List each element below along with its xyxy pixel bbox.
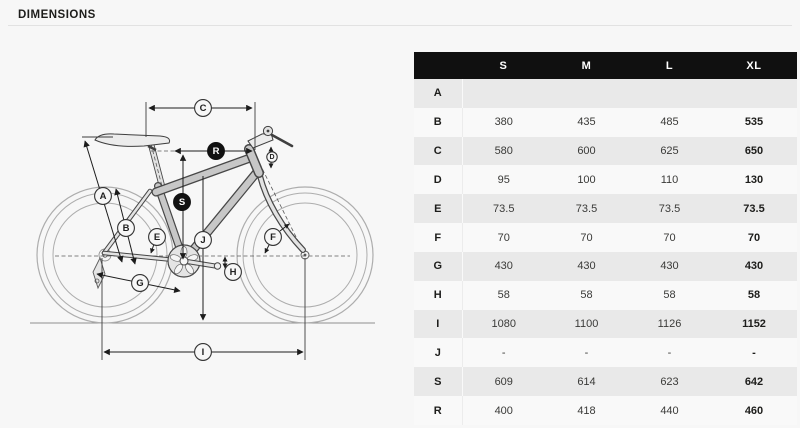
cell-s-l: 623 — [660, 375, 679, 388]
row-label-r: R — [414, 396, 462, 425]
cell-g-m: 430 — [577, 260, 596, 273]
cell-h-s: 58 — [497, 289, 510, 302]
table-header-row — [414, 52, 797, 79]
cell-d-s: 95 — [497, 173, 510, 186]
cell-c-s: 580 — [494, 145, 513, 158]
cell-a-s — [462, 79, 545, 108]
table-row-d — [414, 165, 797, 194]
cell-b-xl: 535 — [744, 116, 764, 129]
callout-label-I: I — [201, 347, 205, 358]
cell-e-s: 73.5 — [493, 202, 515, 215]
row-label-a: A — [414, 79, 462, 108]
row-label-s: S — [414, 367, 462, 396]
row-label-e: E — [414, 194, 462, 223]
cell-d-l: 110 — [660, 173, 679, 186]
cell-s-xl: 642 — [744, 375, 764, 388]
cell-e-m: 73.5 — [575, 202, 598, 215]
cell-a-xl — [711, 79, 797, 108]
cell-j-m: - — [584, 346, 589, 359]
table-row-g — [414, 252, 797, 281]
table-row-a — [414, 79, 797, 108]
table-row-i — [414, 310, 797, 339]
table-row-h — [414, 281, 797, 310]
row-label-c: C — [414, 137, 462, 166]
cell-e-l: 73.5 — [658, 202, 681, 215]
callout-label-H: H — [229, 267, 237, 278]
col-header-m: M — [545, 52, 628, 79]
cell-g-s: 430 — [494, 260, 513, 273]
cell-a-m — [545, 79, 628, 108]
table-row-j — [414, 338, 797, 367]
cell-j-xl: - — [752, 346, 756, 359]
cell-j-l: - — [667, 346, 672, 359]
callout-label-D: D — [269, 154, 275, 161]
rear-derailleur — [93, 258, 105, 288]
head-tube — [249, 149, 259, 173]
callout-label-F: F — [270, 232, 276, 243]
saddle — [95, 134, 170, 150]
measure-F-down — [265, 245, 269, 253]
cell-f-l: 70 — [663, 231, 676, 244]
cell-d-m: 100 — [577, 173, 596, 186]
corner-cell — [414, 52, 462, 79]
callout-label-S: S — [178, 197, 186, 208]
cell-i-xl: 1152 — [742, 318, 766, 331]
cell-r-m: 418 — [577, 404, 596, 417]
callout-label-E: E — [153, 232, 161, 243]
col-header-s: S — [462, 52, 545, 79]
row-label-f: F — [414, 223, 462, 252]
cell-e-xl: 73.5 — [743, 202, 765, 215]
row-label-h: H — [414, 281, 462, 310]
cell-c-xl: 650 — [744, 145, 764, 158]
cell-i-l: 1126 — [657, 318, 682, 331]
measure-E-arrow — [151, 244, 154, 253]
cell-h-xl: 58 — [747, 289, 761, 302]
row-label-b: B — [414, 108, 462, 137]
dimensions-table-wrap — [414, 52, 797, 425]
row-label-d: D — [414, 165, 462, 194]
callout-label-C: C — [199, 103, 207, 114]
cell-i-s: 1080 — [491, 318, 516, 331]
dimensions-table — [414, 52, 798, 425]
col-header-l: L — [628, 52, 711, 79]
table-row-b — [414, 108, 797, 137]
cell-g-xl: 430 — [744, 260, 764, 273]
cell-h-m: 58 — [580, 289, 593, 302]
crankset — [168, 245, 221, 277]
cell-r-xl: 460 — [744, 404, 764, 417]
bike-geometry-diagram — [0, 40, 410, 428]
cell-b-l: 485 — [660, 116, 679, 129]
cell-h-l: 58 — [663, 289, 676, 302]
cell-f-s: 70 — [497, 231, 510, 244]
cell-i-m: 1100 — [574, 318, 599, 331]
cell-s-m: 614 — [577, 375, 596, 388]
cell-g-l: 430 — [660, 260, 679, 273]
cell-c-m: 600 — [577, 145, 596, 158]
cell-b-s: 380 — [494, 116, 513, 129]
callout-label-G: G — [136, 278, 144, 289]
callout-label-J: J — [200, 235, 206, 246]
table-row-c — [414, 137, 797, 166]
table-row-r — [414, 396, 797, 425]
callout-label-A: A — [99, 191, 107, 202]
table-row-s — [414, 367, 797, 396]
cell-f-m: 70 — [580, 231, 593, 244]
cell-j-s: - — [501, 346, 506, 359]
row-label-i: I — [414, 310, 462, 339]
row-label-g: G — [414, 252, 462, 281]
col-header-xl: XL — [711, 52, 797, 79]
cell-s-s: 609 — [494, 375, 513, 388]
table-row-e — [414, 194, 797, 223]
cell-c-l: 625 — [660, 145, 679, 158]
cell-d-xl: 130 — [744, 173, 764, 186]
callout-label-B: B — [122, 223, 130, 234]
cell-r-s: 400 — [494, 404, 513, 417]
cell-r-l: 440 — [660, 404, 679, 417]
callout-label-R: R — [212, 146, 220, 157]
cell-a-l — [628, 79, 711, 108]
page-title: DIMENSIONS — [18, 9, 96, 21]
header-divider — [8, 25, 792, 26]
cell-f-xl: 70 — [747, 231, 761, 244]
table-row-f — [414, 223, 797, 252]
row-label-j: J — [414, 338, 462, 367]
cell-b-m: 435 — [577, 116, 596, 129]
